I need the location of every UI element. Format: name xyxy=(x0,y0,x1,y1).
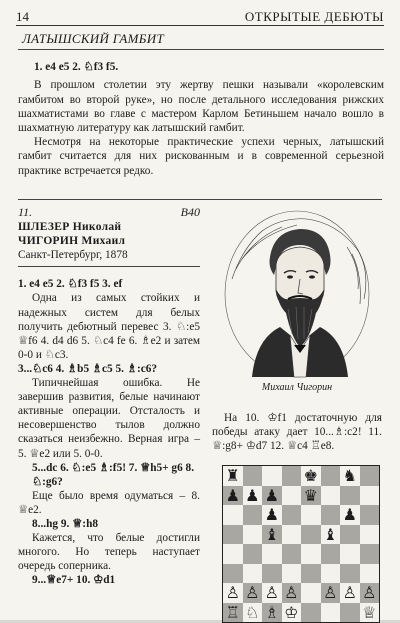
intro-section xyxy=(18,32,384,178)
board-square xyxy=(243,564,263,584)
board-square xyxy=(321,486,341,506)
board-square: ♘ xyxy=(243,603,263,623)
move-line: 5...dc 6. ♘:e5 ♗:f5! 7. ♕h5+ g6 8. ♘:g6? xyxy=(32,461,195,488)
board-square xyxy=(301,564,321,584)
analysis-note: На 10. ♔f1 достаточную для победы атаку дает 10...♗:c2! 11. ♕:g8+ ♔d7 12. ♕c4 ♖e8. xyxy=(212,412,382,453)
board-square xyxy=(360,544,380,564)
board-square: ♝ xyxy=(262,525,282,545)
board-square: ♙ xyxy=(262,583,282,603)
page-number: 14 xyxy=(16,9,29,24)
board-square: ♟ xyxy=(340,505,360,525)
eco-code: В40 xyxy=(180,205,200,219)
board-square: ♟ xyxy=(262,486,282,506)
move-line: 8...hg 9. ♕:h8 xyxy=(32,517,98,530)
section-title: ЛАТЫШСКИЙ ГАМБИТ xyxy=(18,32,384,50)
section-divider xyxy=(18,199,382,200)
board-square xyxy=(262,564,282,584)
board-square: ♙ xyxy=(321,583,341,603)
board-square: ♜ xyxy=(223,466,243,486)
white-player: ШЛЕЗЕР Николай xyxy=(18,221,122,234)
board-square xyxy=(321,564,341,584)
board-square xyxy=(243,525,263,545)
board-square: ♙ xyxy=(340,583,360,603)
board-square xyxy=(321,603,341,623)
move-line: 3...♘c6 4. ♗b5 ♗c5 5. ♗:c6? xyxy=(18,362,158,375)
opening-moves: 1. е4 е5 2. ♘f3 f5. xyxy=(34,61,119,74)
board-square xyxy=(262,544,282,564)
board-square: ♟ xyxy=(262,505,282,525)
board-square xyxy=(282,544,302,564)
board-square xyxy=(321,505,341,525)
board-square: ♟ xyxy=(243,486,263,506)
portrait-caption: Михаил Чигорин xyxy=(261,382,333,393)
board-square xyxy=(340,603,360,623)
black-player: ЧИГОРИН Михаил xyxy=(18,235,126,248)
board-square xyxy=(360,525,380,545)
board-square xyxy=(301,603,321,623)
move-line: 1. е4 е5 2. ♘f3 f5 3. ef xyxy=(18,278,123,291)
board-square xyxy=(282,564,302,584)
portrait xyxy=(222,209,372,379)
board-square: ♚ xyxy=(301,466,321,486)
board-square xyxy=(340,544,360,564)
board-square xyxy=(360,564,380,584)
running-header xyxy=(16,5,384,26)
game-lines xyxy=(18,277,200,587)
game-heading xyxy=(18,205,200,219)
board-square xyxy=(360,466,380,486)
game-number: 11. xyxy=(18,205,33,219)
portrait-drawing xyxy=(222,209,372,379)
board-square xyxy=(262,466,282,486)
board-square xyxy=(282,525,302,545)
board-square xyxy=(321,466,341,486)
board-square: ♕ xyxy=(360,603,380,623)
commentary-paragraph: Кажется, что белые достигли многого. Но теперь наступает очередь соперника. xyxy=(18,532,200,573)
board-square xyxy=(223,505,243,525)
board-square xyxy=(340,525,360,545)
intro-paragraph: Несмотря на некоторые практические успехи черных, латышский гамбит считается для них рискованным и в современной серьезной практике встречается редко. xyxy=(18,136,384,177)
board-square: ♟ xyxy=(223,486,243,506)
board-square xyxy=(360,486,380,506)
board-square xyxy=(321,544,341,564)
board-square xyxy=(301,525,321,545)
board-square: ♗ xyxy=(262,603,282,623)
commentary-paragraph: Типичнейшая ошибка. Не завершив развития, белые начинают активные операции. Отсталость и несовершенство тылов должно сказаться неизбежно. Верная игра – 5. ♕е2 или 5. 0-0. xyxy=(18,377,200,460)
board-square xyxy=(243,544,263,564)
board-square xyxy=(223,544,243,564)
move-line: 9...♕e7+ 10. ♔d1 xyxy=(32,574,116,587)
board-square xyxy=(223,564,243,584)
chess-diagram xyxy=(222,465,380,623)
intro-paragraph: В прошлом столетии эту жертву пешки называли «королевским гамбитом во второй руке», но после детального исследования рижских шахматистами во главе с мастером Карлом Бетиньшем начало вошло в шахматную литературу как латышский гамбит. xyxy=(18,79,384,135)
board-square: ♛ xyxy=(301,486,321,506)
commentary-paragraph: Еще было время одуматься – 8. ♕е2. xyxy=(18,489,200,516)
game-column xyxy=(18,205,200,587)
board-square xyxy=(340,486,360,506)
board-square xyxy=(282,505,302,525)
board-square xyxy=(243,466,263,486)
board-square xyxy=(340,564,360,584)
board-square: ♞ xyxy=(340,466,360,486)
game-place: Санкт-Петербург, 1878 xyxy=(18,248,200,267)
board-square: ♙ xyxy=(243,583,263,603)
board-square: ♔ xyxy=(282,603,302,623)
board-square xyxy=(243,505,263,525)
running-title: ОТКРЫТЫЕ ДЕБЮТЫ xyxy=(244,9,384,24)
commentary-paragraph: Одна из самых стойких и надежных систем для белых получить дебютный перевес 3. ♘:е5 ♕f6 4. d4 d6 5. ♘с4 fe 6. ♗е2 и затем 0-0 и ♘с3. xyxy=(18,292,200,361)
board-square xyxy=(282,466,302,486)
board-square xyxy=(282,486,302,506)
right-column xyxy=(212,205,382,623)
board-square: ♖ xyxy=(223,603,243,623)
board-square: ♙ xyxy=(223,583,243,603)
board-square xyxy=(223,525,243,545)
board-square: ♙ xyxy=(282,583,302,603)
board-square xyxy=(301,505,321,525)
board-square: ♝ xyxy=(321,525,341,545)
board-square xyxy=(360,505,380,525)
board-square xyxy=(301,544,321,564)
board-square: ♙ xyxy=(360,583,380,603)
board-square xyxy=(301,583,321,603)
